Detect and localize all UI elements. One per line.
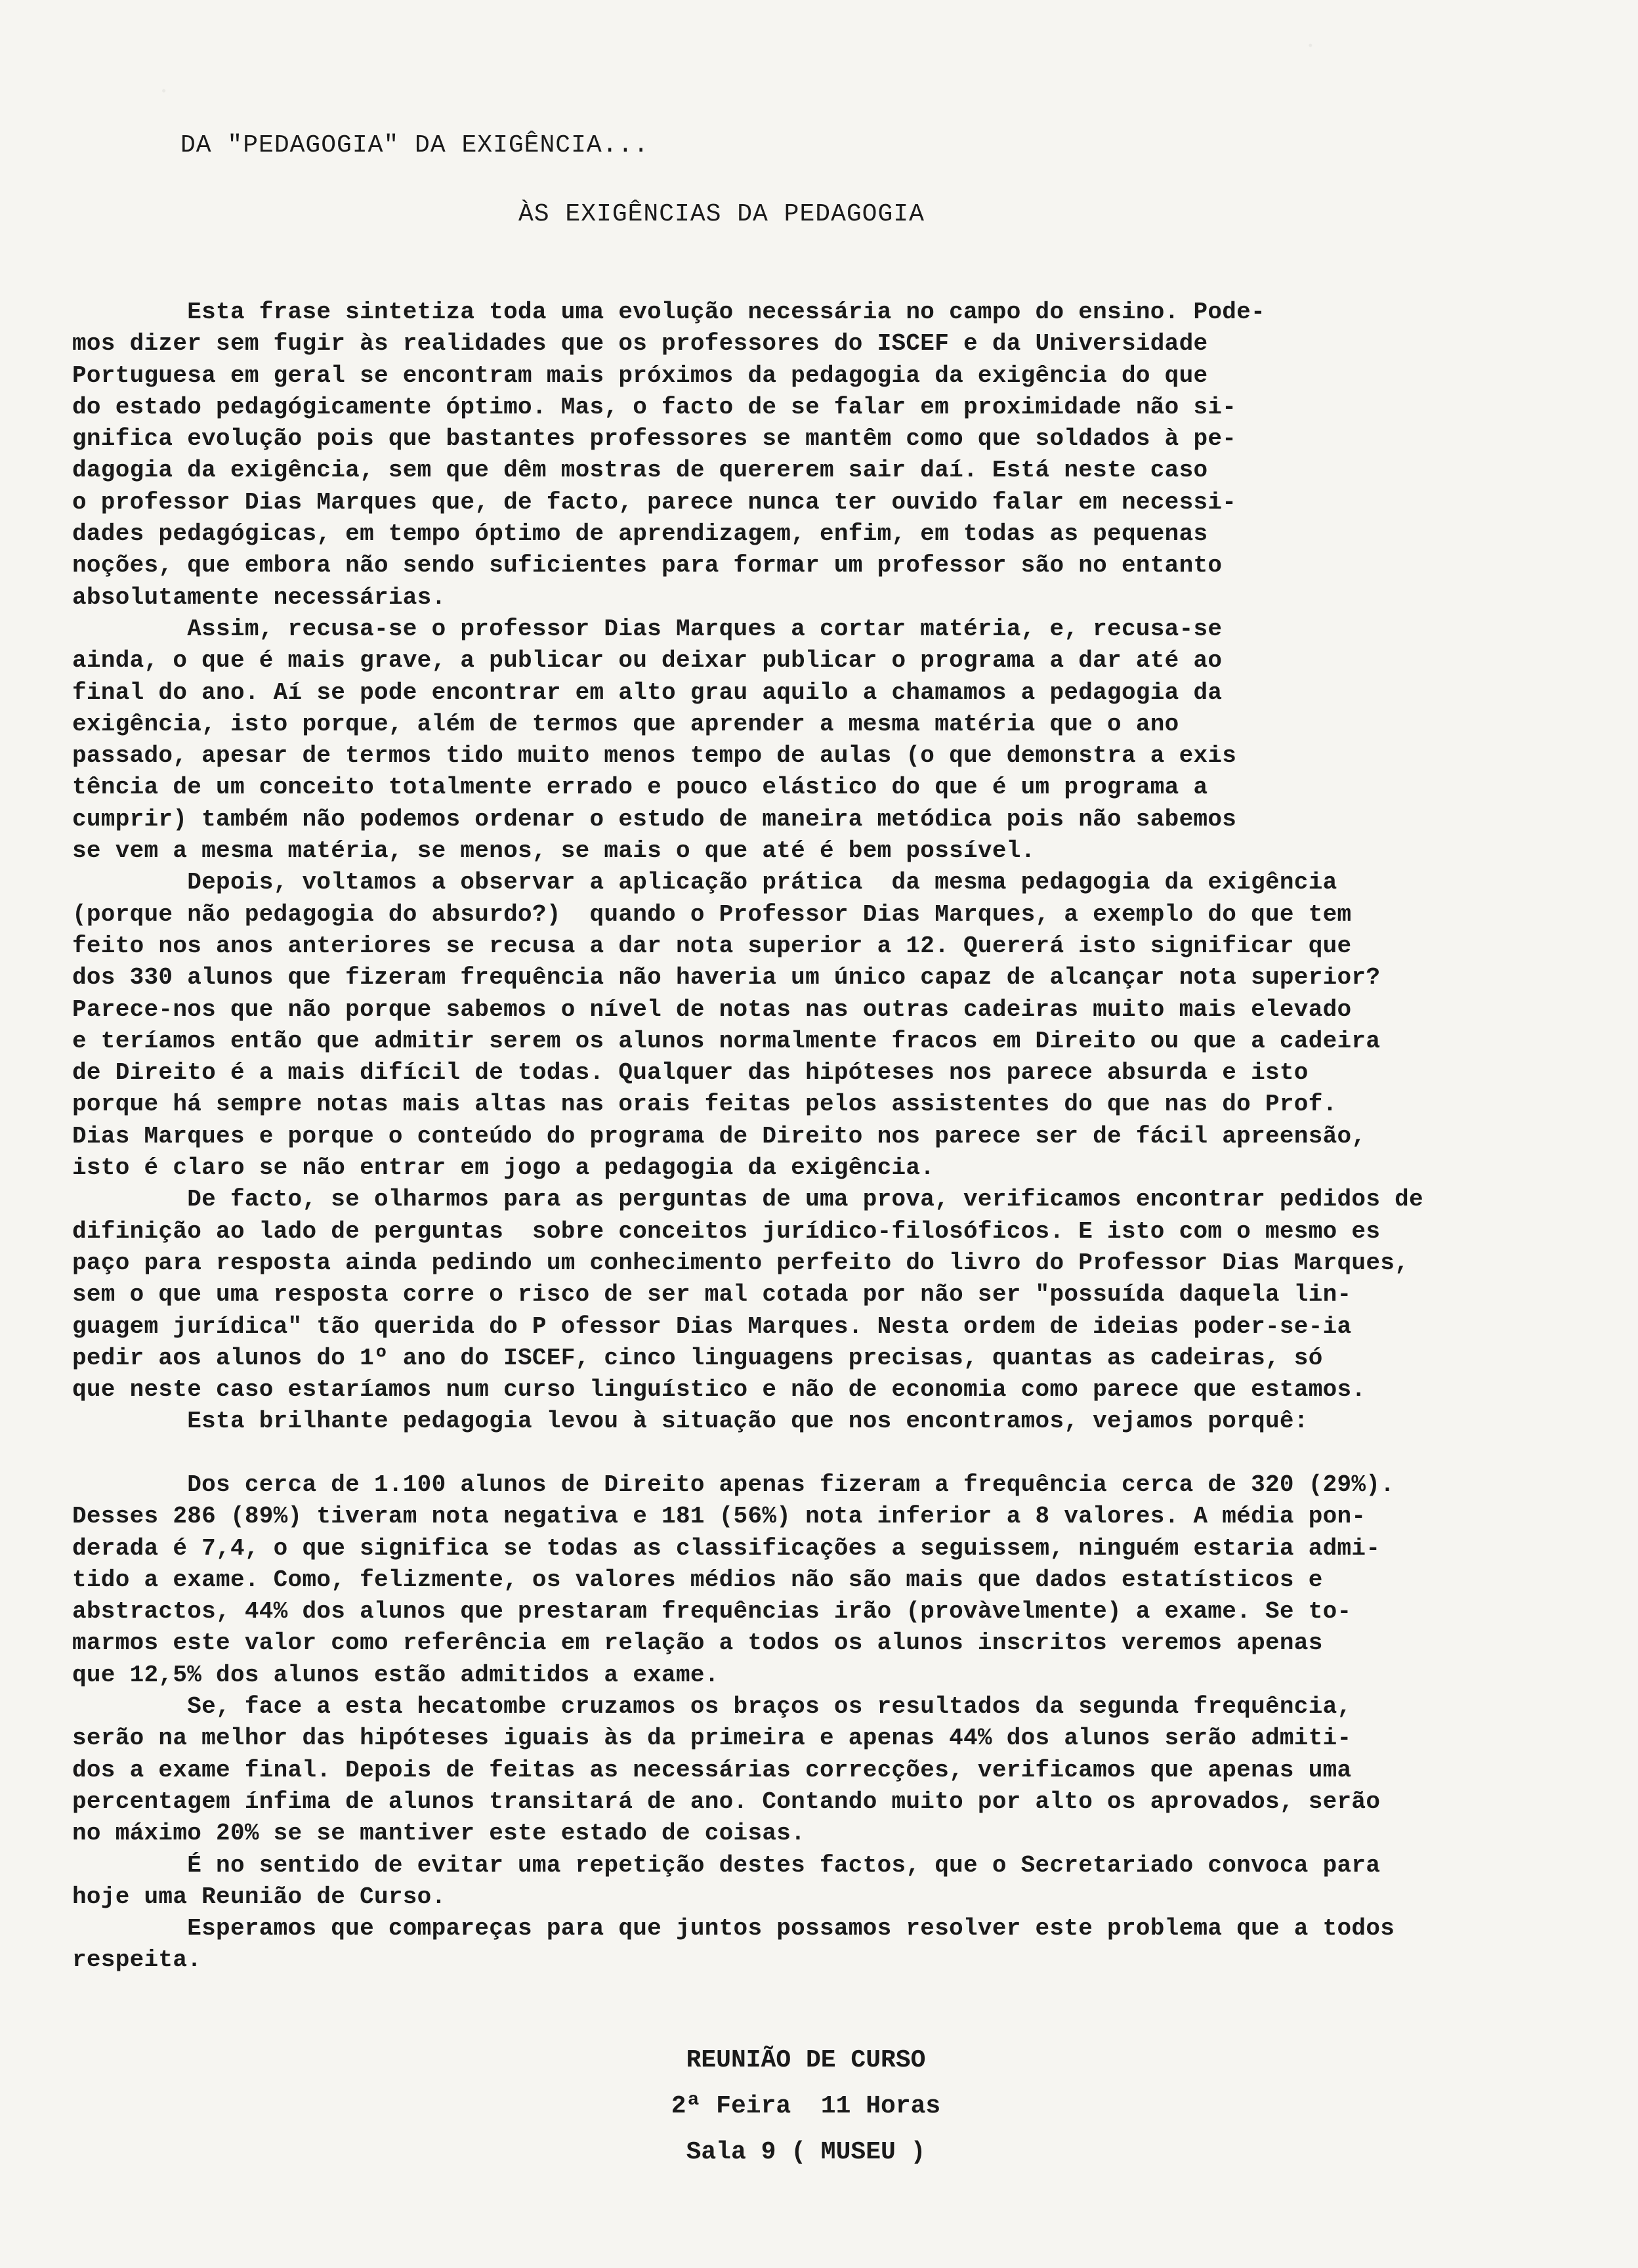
body-line: abstractos, 44% dos alunos que prestaram frequências irão (provàvelmente) a exame. Se to-: [72, 1598, 1352, 1626]
body-line: Esperamos que compareças para que juntos possamos resolver este problema que a todos: [72, 1915, 1395, 1942]
footer-meeting-room: Sala 9 ( MUSEU ): [686, 2138, 926, 2166]
body-line: [72, 1438, 1575, 1469]
body-line: respeita.: [72, 1946, 202, 1974]
document-title-line-1: DA "PEDAGOGIA" DA EXIGÊNCIA...: [180, 131, 650, 159]
body-line: isto é claro se não entrar em jogo a pedagogia da exigência.: [72, 1154, 935, 1182]
body-line: De facto, se olharmos para as perguntas de uma prova, verificamos encontrar pedidos de: [72, 1186, 1423, 1213]
body-line: Esta brilhante pedagogia levou à situação que nos encontramos, vejamos porquê:: [72, 1408, 1309, 1435]
body-line: (porque não pedagogia do absurdo?) quando o Professor Dias Marques, a exemplo do que tem: [72, 900, 1352, 928]
body-line: pedir aos alunos do 1º ano do ISCEF, cinco linguagens precisas, quantas as cadeiras, só: [72, 1344, 1323, 1372]
body-line: Assim, recusa-se o professor Dias Marques a cortar matéria, e, recusa-se: [72, 615, 1223, 642]
body-line: guagem jurídica" tão querida do P ofessor Dias Marques. Nesta ordem de ideias poder-se-ia: [72, 1312, 1352, 1340]
body-line: hoje uma Reunião de Curso.: [72, 1883, 446, 1910]
body-line: tência de um conceito totalmente errado e pouco elástico do que é um programa a: [72, 774, 1208, 801]
body-line: sem o que uma resposta corre o risco de ser mal cotada por não ser "possuída daquela lin-: [72, 1281, 1352, 1309]
body-line: dagogia da exigência, sem que dêm mostras de quererem sair daí. Está neste caso: [72, 457, 1208, 484]
body-line: paço para resposta ainda pedindo um conhecimento perfeito do livro do Professor Dias Marques,: [72, 1249, 1410, 1276]
body-line: se vem a mesma matéria, se menos, se mais o que até é bem possível.: [72, 837, 1036, 865]
body-line: ainda, o que é mais grave, a publicar ou deixar publicar o programa a dar até ao: [72, 647, 1223, 675]
body-line: porque há sempre notas mais altas nas orais feitas pelos assistentes do que nas do Prof.: [72, 1091, 1337, 1118]
body-line: derada é 7,4, o que significa se todas as classificações a seguissem, ninguém estaria admi-: [72, 1534, 1381, 1562]
footer-meeting-name: REUNIÃO DE CURSO: [686, 2046, 926, 2074]
body-line: Se, face a esta hecatombe cruzamos os braços os resultados da segunda frequência,: [72, 1693, 1352, 1721]
body-line: cumprir) também não podemos ordenar o estudo de maneira metódica pois não sabemos: [72, 805, 1237, 833]
body-line: feito nos anos anteriores se recusa a dar nota superior a 12. Quererá isto significar que: [72, 932, 1352, 959]
body-line: final do ano. Aí se pode encontrar em alto grau aquilo a chamamos a pedagogia da: [72, 679, 1223, 706]
body-line: Depois, voltamos a observar a aplicação prática da mesma pedagogia da exigência: [72, 869, 1337, 896]
body-line: dos 330 alunos que fizeram frequência não haveria um único capaz de alcançar nota superior?: [72, 964, 1381, 992]
body-line: Portuguesa em geral se encontram mais próximos da pedagogia da exigência do que: [72, 362, 1208, 389]
body-line: passado, apesar de termos tido muito menos tempo de aulas (o que demonstra a exis: [72, 742, 1237, 770]
body-line: Desses 286 (89%) tiveram nota negativa e 181 (56%) nota inferior a 8 valores. A média pon-: [72, 1503, 1366, 1530]
body-line: dades pedagógicas, em tempo óptimo de aprendizagem, enfim, em todas as pequenas: [72, 520, 1208, 548]
document-title-line-2: ÀS EXIGÊNCIAS DA PEDAGOGIA: [518, 200, 925, 228]
body-line: tido a exame. Como, felizmente, os valores médios não são mais que dados estatísticos e: [72, 1566, 1323, 1593]
body-line: que neste caso estaríamos num curso linguístico e não de economia como parece que estamos.: [72, 1376, 1366, 1404]
body-line: serão na melhor das hipóteses iguais às da primeira e apenas 44% dos alunos serão admiti-: [72, 1725, 1352, 1752]
body-line: marmos este valor como referência em relação a todos os alunos inscritos veremos apenas: [72, 1629, 1323, 1657]
body-line: percentagem ínfima de alunos transitará de ano. Contando muito por alto os aprovados, serão: [72, 1788, 1381, 1815]
document-body: [72, 297, 1575, 1977]
body-line: Esta frase sintetiza toda uma evolução necessária no campo do ensino. Pode-: [72, 299, 1265, 326]
body-line: dos a exame final. Depois de feitas as necessárias correcções, verificamos que apenas uma: [72, 1756, 1352, 1784]
body-line: exigência, isto porque, além de termos que aprender a mesma matéria que o ano: [72, 710, 1179, 738]
body-line: Dos cerca de 1.100 alunos de Direito apenas fizeram a frequência cerca de 320 (29%).: [72, 1471, 1395, 1498]
body-line: difinição ao lado de perguntas sobre conceitos jurídico-filosóficos. E isto com o mesmo es: [72, 1217, 1381, 1245]
body-line: do estado pedagógicamente óptimo. Mas, o facto de se falar em proximidade não si-: [72, 393, 1237, 421]
footer-meeting-time: 2ª Feira 11 Horas: [671, 2092, 941, 2120]
body-line: mos dizer sem fugir às realidades que os professores do ISCEF e da Universidade: [72, 330, 1208, 358]
body-line: no máximo 20% se se mantiver este estado de coisas.: [72, 1820, 806, 1847]
body-line: o professor Dias Marques que, de facto, parece nunca ter ouvido falar em necessi-: [72, 488, 1237, 516]
body-line: que 12,5% dos alunos estão admitidos a exame.: [72, 1661, 719, 1689]
body-line: gnifica evolução pois que bastantes professores se mantêm como que soldados à pe-: [72, 425, 1237, 453]
body-line: Parece-nos que não porque sabemos o nível de notas nas outras cadeiras muito mais elevado: [72, 996, 1352, 1023]
body-line: e teríamos então que admitir serem os alunos normalmente fracos em Direito ou que a cadeira: [72, 1027, 1381, 1055]
body-line: noções, que embora não sendo suficientes para formar um professor são no entanto: [72, 552, 1223, 579]
body-line: Dias Marques e porque o conteúdo do programa de Direito nos parece ser de fácil apreensão,: [72, 1122, 1366, 1150]
body-line: de Direito é a mais difícil de todas. Qualquer das hipóteses nos parece absurda e isto: [72, 1059, 1309, 1087]
body-line: absolutamente necessárias.: [72, 583, 446, 611]
body-line: É no sentido de evitar uma repetição destes factos, que o Secretariado convoca para: [72, 1851, 1381, 1879]
